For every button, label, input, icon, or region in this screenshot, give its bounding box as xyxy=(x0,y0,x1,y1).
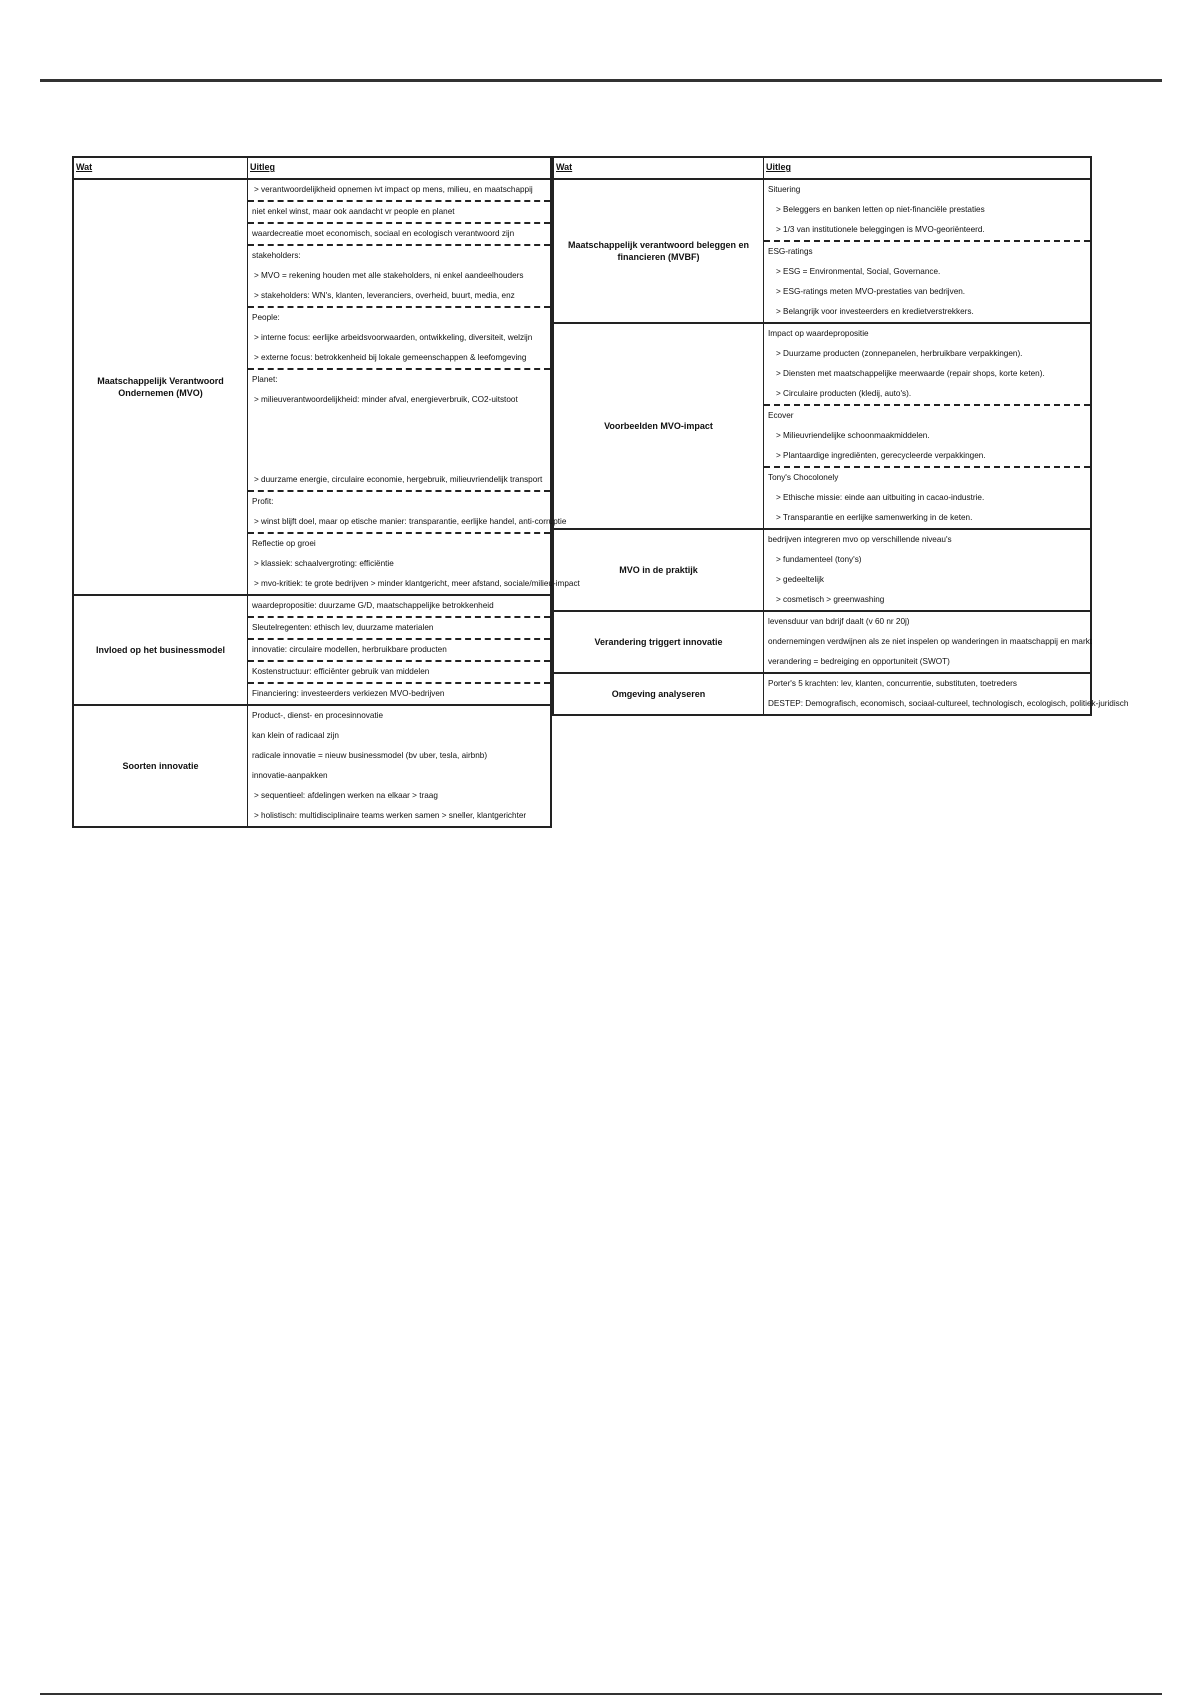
content-line: waardecreatie moet economisch, sociaal en ecologisch verantwoord zijn xyxy=(252,229,515,238)
content-line: > cosmetisch > greenwashing xyxy=(776,595,885,604)
group-content xyxy=(764,180,1090,322)
group-content xyxy=(764,674,1129,714)
content-segment xyxy=(248,706,550,826)
content-line: ondernemingen verdwijnen als ze niet inspelen op wanderingen in maatschappij en markt xyxy=(768,637,1093,646)
content-line: Financiering: investeerders verkiezen MVO-bedrijven xyxy=(252,689,445,698)
group-title: MVO in de praktijk xyxy=(554,530,764,610)
header-uitleg: Uitleg xyxy=(250,162,276,172)
content-segment xyxy=(248,684,550,704)
group-content xyxy=(764,324,1090,528)
content-line: levensduur van bdrijf daalt (v 60 nr 20j) xyxy=(768,617,910,626)
content-line: bedrijven integreren mvo op verschillende niveau's xyxy=(768,535,952,544)
content-segment xyxy=(248,224,550,246)
content-line: Reflectie op groei xyxy=(252,539,316,548)
group-content xyxy=(764,530,1090,610)
group-title: Verandering triggert innovatie xyxy=(554,612,764,672)
content-line: > gedeeltelijk xyxy=(776,575,825,584)
table-right xyxy=(552,156,1129,716)
content-line: stakeholders: xyxy=(252,251,301,260)
content-segment xyxy=(764,530,1090,610)
group-content xyxy=(248,596,550,704)
header-uitleg: Uitleg xyxy=(766,162,792,172)
content-line: waardepropositie: duurzame G/D, maatschappelijke betrokkenheid xyxy=(252,601,494,610)
content-line: > Transparantie en eerlijke samenwerking in de keten. xyxy=(776,513,973,522)
group-title: Soorten innovatie xyxy=(74,706,248,826)
table-body xyxy=(554,180,1129,714)
content-segment xyxy=(248,370,550,492)
content-line xyxy=(248,450,550,470)
content-line: > stakeholders: WN's, klanten, leveranciers, overheid, buurt, media, enz xyxy=(254,291,515,300)
content-line: > sequentieel: afdelingen werken na elkaar > traag xyxy=(254,791,438,800)
content-segment xyxy=(764,406,1090,468)
content-line: kan klein of radicaal zijn xyxy=(252,731,339,740)
content-line: Tony's Chocolonely xyxy=(768,473,839,482)
group-title: Omgeving analyseren xyxy=(554,674,764,714)
group-title: Voorbeelden MVO-impact xyxy=(554,324,764,528)
group-title: Maatschappelijk verantwoord beleggen en financieren (MVBF) xyxy=(554,180,764,322)
content-segment xyxy=(248,246,550,308)
content-segment xyxy=(248,308,550,370)
content-line: > klassiek: schaalvergroting: efficiëntie xyxy=(254,559,394,568)
content-segment xyxy=(764,324,1090,406)
table-group xyxy=(554,674,1129,714)
header-wat: Wat xyxy=(74,158,248,178)
content-segment xyxy=(248,596,550,618)
content-segment xyxy=(248,180,550,202)
content-line xyxy=(248,410,550,430)
table-left xyxy=(72,156,580,828)
content-line: Planet: xyxy=(252,375,278,384)
table-header xyxy=(74,158,550,180)
content-segment xyxy=(764,468,1090,528)
content-line: > Diensten met maatschappelijke meerwaarde (repair shops, korte keten). xyxy=(776,369,1045,378)
table-group xyxy=(74,180,580,596)
table-group xyxy=(74,706,550,826)
content-line: > fundamenteel (tony's) xyxy=(776,555,862,564)
table-group xyxy=(554,180,1090,324)
table-group xyxy=(554,530,1090,612)
content-line: radicale innovatie = nieuw businessmodel (bv uber, tesla, airbnb) xyxy=(252,751,488,760)
content-segment xyxy=(248,662,550,684)
content-line: > Circulaire producten (kledij, auto's). xyxy=(776,389,912,398)
content-line: > Plantaardige ingrediënten, gerecycleerde verpakkingen. xyxy=(776,451,986,460)
content-segment xyxy=(764,674,1129,714)
content-line: > 1/3 van institutionele beleggingen is MVO-georiënteerd. xyxy=(776,225,985,234)
content-segment xyxy=(764,180,1090,242)
content-line: > Milieuvriendelijke schoonmaakmiddelen. xyxy=(776,431,930,440)
table-group xyxy=(74,596,550,706)
content-segment xyxy=(248,534,580,594)
table-group xyxy=(554,324,1090,530)
content-segment xyxy=(764,612,1093,672)
content-line: innovatie-aanpakken xyxy=(252,771,328,780)
content-line: innovatie: circulaire modellen, herbruikbare producten xyxy=(252,645,447,654)
content-segment xyxy=(248,618,550,640)
group-title: Invloed op het businessmodel xyxy=(74,596,248,704)
content-line: DESTEP: Demografisch, economisch, sociaal-cultureel, technologisch, ecologisch, politiek-juridisch xyxy=(768,699,1129,708)
content-segment xyxy=(764,242,1090,322)
top-rule xyxy=(40,79,1162,82)
content-line: > duurzame energie, circulaire economie, hergebruik, milieuvriendelijk transport xyxy=(254,475,543,484)
group-title: Maatschappelijk Verantwoord Ondernemen (MVO) xyxy=(74,180,248,594)
content-line: > Belangrijk voor investeerders en kredietverstrekkers. xyxy=(776,307,974,316)
content-segment xyxy=(248,202,550,224)
group-content xyxy=(248,706,550,826)
content-line: > holistisch: multidisciplinaire teams werken samen > sneller, klantgerichter xyxy=(254,811,527,820)
table-header xyxy=(554,158,1090,180)
group-content xyxy=(764,612,1093,672)
content-line: Ecover xyxy=(768,411,794,420)
content-line: ESG-ratings xyxy=(768,247,813,256)
content-line: Impact op waardepropositie xyxy=(768,329,869,338)
bottom-rule xyxy=(40,1693,1162,1695)
content-line: Profit: xyxy=(252,497,274,506)
content-line: Kostenstructuur: efficiënter gebruik van middelen xyxy=(252,667,430,676)
content-line: > ESG = Environmental, Social, Governance. xyxy=(776,267,941,276)
content-line: verandering = bedreiging en opportuniteit (SWOT) xyxy=(768,657,950,666)
content-line: > mvo-kritiek: te grote bedrijven > minder klantgericht, meer afstand, sociale/milieu-impact xyxy=(254,579,580,588)
header-wat: Wat xyxy=(554,158,764,178)
content-line: > Ethische missie: einde aan uitbuiting in cacao-industrie. xyxy=(776,493,985,502)
content-line: > ESG-ratings meten MVO-prestaties van bedrijven. xyxy=(776,287,966,296)
content-line: > interne focus: eerlijke arbeidsvoorwaarden, ontwikkeling, diversiteit, welzijn xyxy=(254,333,533,342)
content-line: niet enkel winst, maar ook aandacht vr people en planet xyxy=(252,207,455,216)
content-line: > winst blijft doel, maar op etische manier: transparantie, eerlijke handel, anti-corruptie xyxy=(254,517,567,526)
content-line: People: xyxy=(252,313,280,322)
content-line: Product-, dienst- en procesinnovatie xyxy=(252,711,384,720)
content-line: > Beleggers en banken letten op niet-financiële prestaties xyxy=(776,205,985,214)
content-line: > MVO = rekening houden met alle stakeholders, ni enkel aandeelhouders xyxy=(254,271,524,280)
content-segment xyxy=(248,492,567,534)
content-line: > milieuverantwoordelijkheid: minder afval, energieverbruik, CO2-uitstoot xyxy=(254,395,518,404)
content-line: Sleutelregenten: ethisch lev, duurzame materialen xyxy=(252,623,434,632)
content-line: > verantwoordelijkheid opnemen ivt impact op mens, milieu, en maatschappij xyxy=(254,185,533,194)
content-segment xyxy=(248,640,550,662)
content-line: > Duurzame producten (zonnepanelen, herbruikbare verpakkingen). xyxy=(776,349,1023,358)
content-line: Porter's 5 krachten: lev, klanten, concurrentie, substituten, toetreders xyxy=(768,679,1017,688)
table-body xyxy=(74,180,580,826)
content-line: > externe focus: betrokkenheid bij lokale gemeenschappen & leefomgeving xyxy=(254,353,527,362)
content-line xyxy=(248,430,550,450)
group-content xyxy=(248,180,580,594)
table-group xyxy=(554,612,1093,674)
content-line: Situering xyxy=(768,185,801,194)
